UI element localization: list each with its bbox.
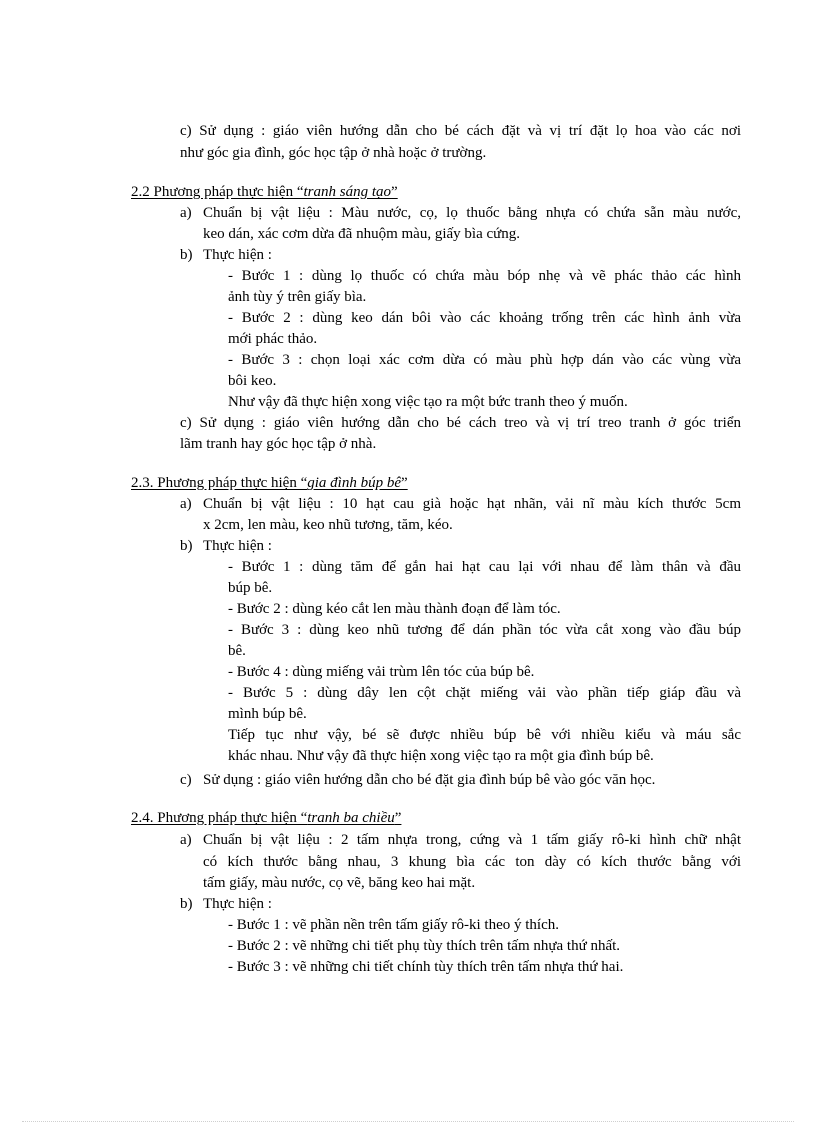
section-2-4-step-2: - Bước 2 : vẽ những chi tiết phụ tùy thích trên tấm nhựa thứ nhất. <box>228 938 621 954</box>
section-2-4-a-label: a) <box>180 832 192 848</box>
section-2-3-heading <box>131 473 408 494</box>
section-2-2-step-2-line-1: - Bước 2 : dùng keo dán bôi vào các khoảng trống trên các hình ảnh vừa <box>228 310 741 326</box>
intro-c-line-1: c) Sử dụng : giáo viên hướng dẫn cho bé cách đặt và vị trí đặt lọ hoa vào các nơi <box>180 123 741 139</box>
page-bottom-rule <box>22 1121 794 1122</box>
section-2-3-a-line-1: Chuẩn bị vật liệu : 10 hạt cau già hoặc hạt nhãn, vải nĩ màu kích thước 5cm <box>203 496 741 512</box>
section-2-2-step-3-line-1: - Bước 3 : chọn loại xác cơm dừa có màu phù hợp dán vào các vùng vừa <box>228 352 741 368</box>
section-2-4-b-text: Thực hiện : <box>203 896 272 912</box>
section-2-2-step-2-line-2: mới phác thảo. <box>228 331 318 347</box>
section-2-3-step-4: - Bước 4 : dùng miếng vải trùm lên tóc của búp bê. <box>228 664 535 680</box>
section-2-2-a-line-2: keo dán, xác cơm dừa đã nhuộm màu, giấy bìa cứng. <box>203 226 521 242</box>
section-2-3-b-text: Thực hiện : <box>203 538 272 554</box>
section-2-3-step-1-line-1: - Bước 1 : dùng tăm để gắn hai hạt cau lại với nhau để làm thân và đầu <box>228 559 741 575</box>
section-2-4-a-line-2: có kích thước bằng nhau, 3 khung bìa các ton dày có kích thước bằng với <box>203 854 741 870</box>
section-2-3-step-2: - Bước 2 : dùng kéo cắt len màu thành đoạn để làm tóc. <box>228 601 561 617</box>
section-2-4-b-label: b) <box>180 896 193 912</box>
section-2-3-step-5-line-1: - Bước 5 : dùng dây len cột chặt miếng vải vào phần tiếp giáp đầu và <box>228 685 741 701</box>
section-2-2-c-line-1: c) Sử dụng : giáo viên hướng dẫn cho bé cách treo và vị trí treo tranh ở góc triển <box>180 415 741 431</box>
section-2-4-step-1: - Bước 1 : vẽ phần nền trên tấm giấy rô-ki theo ý thích. <box>228 917 559 933</box>
section-2-3-heading-suffix: ” <box>401 475 408 491</box>
section-2-2-heading-suffix: ” <box>391 184 398 200</box>
section-2-3-c-text: Sử dụng : giáo viên hướng dẫn cho bé đặt gia đình búp bê vào góc văn học. <box>203 772 656 788</box>
section-2-3-a-label: a) <box>180 496 192 512</box>
section-2-3-summary-line-1: Tiếp tục như vậy, bé sẽ được nhiều búp bê với nhiều kiểu và máu sắc <box>228 727 741 743</box>
section-2-3-heading-title: gia đình búp bê <box>307 475 401 491</box>
section-2-4-heading-suffix: ” <box>394 810 402 826</box>
section-2-4-heading-title: tranh ba chiều <box>307 810 395 826</box>
section-2-2-a-label: a) <box>180 205 192 221</box>
section-2-2-summary: Như vậy đã thực hiện xong việc tạo ra một bức tranh theo ý muốn. <box>228 394 628 410</box>
section-2-3-b-label: b) <box>180 538 193 554</box>
intro-c-line-2: như góc gia đình, góc học tập ở nhà hoặc ở trường. <box>180 145 487 161</box>
section-2-3-heading-prefix: 2.3. Phương pháp thực hiện “ <box>131 475 308 491</box>
section-2-3-step-3-line-2: bê. <box>228 643 246 659</box>
section-2-2-b-text: Thực hiện : <box>203 247 272 263</box>
section-2-2-heading-title: tranh sáng tạo <box>303 184 392 200</box>
section-2-2-heading-prefix: 2.2 Phương pháp thực hiện “ <box>131 184 304 200</box>
section-2-3-step-3-line-1: - Bước 3 : dùng keo nhũ tương để dán phần tóc vừa cắt xong vào đầu búp <box>228 622 741 638</box>
section-2-4-step-3: - Bước 3 : vẽ những chi tiết chính tùy thích trên tấm nhựa thứ hai. <box>228 959 624 975</box>
section-2-3-c-label: c) <box>180 772 192 788</box>
section-2-4-a-line-3: tấm giấy, màu nước, cọ vẽ, băng keo hai mặt. <box>203 875 476 891</box>
section-2-2-c-line-2: lãm tranh hay góc học tập ở nhà. <box>180 436 377 452</box>
section-2-3-step-1-line-2: búp bê. <box>228 580 273 596</box>
section-2-2-heading <box>131 182 398 203</box>
section-2-2-step-1-line-1: - Bước 1 : dùng lọ thuốc có chứa màu bóp nhẹ và vẽ phác thảo các hình <box>228 268 741 284</box>
section-2-2-step-3-line-2: bôi keo. <box>228 373 277 389</box>
section-2-3-step-5-line-2: mình búp bê. <box>228 706 307 722</box>
section-2-3-summary-line-2: khác nhau. Như vậy đã thực hiện xong việc tạo ra một gia đình búp bê. <box>228 748 654 764</box>
section-2-4-heading <box>131 808 401 829</box>
section-2-2-step-1-line-2: ảnh tùy ý trên giấy bìa. <box>228 289 367 305</box>
section-2-4-a-line-1: Chuẩn bị vật liệu : 2 tấm nhựa trong, cứng và 1 tấm giấy rô-ki hình chữ nhật <box>203 832 741 848</box>
section-2-2-b-label: b) <box>180 247 193 263</box>
section-2-2-a-line-1: Chuẩn bị vật liệu : Màu nước, cọ, lọ thuốc bằng nhựa có chứa sẵn màu nước, <box>203 205 741 221</box>
section-2-3-a-line-2: x 2cm, len màu, keo nhũ tương, tăm, kéo. <box>203 517 453 533</box>
section-2-4-heading-prefix: 2.4. Phương pháp thực hiện “ <box>131 810 308 826</box>
